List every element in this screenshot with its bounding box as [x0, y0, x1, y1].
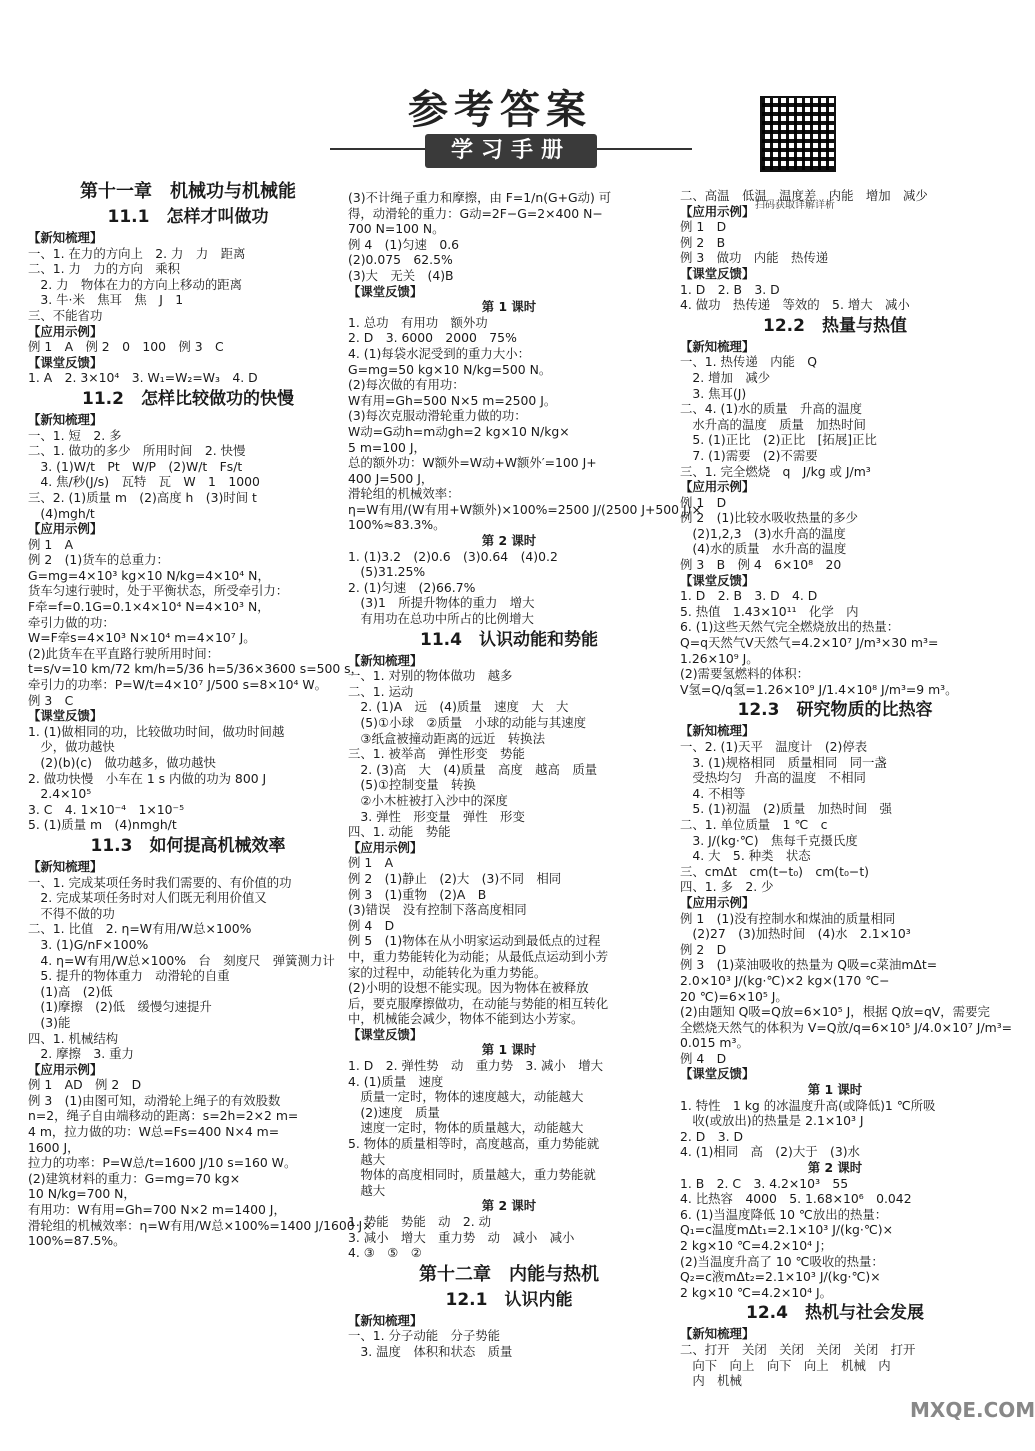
- section-tag: 【新知梳理】: [28, 858, 103, 874]
- answer-column-right: [680, 188, 1013, 1389]
- answer-line: 例 2 B: [680, 234, 726, 250]
- answer-line: 1. 总功 有用功 额外功: [348, 314, 488, 330]
- section-tag: 【新知梳理】: [680, 723, 755, 739]
- answer-line: 二、高温 低温 温度差 内能 增加 减少: [680, 188, 928, 203]
- answer-line: 一、1. 完成某项任务时我们需要的、有价值的功: [28, 874, 292, 890]
- answer-line: 例 4 D: [680, 1050, 727, 1066]
- answer-line: (5)①控制变量 转换: [348, 777, 476, 793]
- lesson-heading: 第 1 课时: [481, 1042, 537, 1058]
- answer-line: 二、1. 单位质量 1 ℃ c: [680, 816, 828, 832]
- answer-line: 例 1 D: [680, 219, 727, 235]
- divider-left: [330, 148, 425, 150]
- chapter-title: 第十二章 内能与热机: [419, 1263, 599, 1285]
- answer-line: W=F牵s=4×10³ N×10⁴ m=4×10⁷ J。: [28, 630, 256, 646]
- answer-line: 4. 比热容 4000 5. 1.68×10⁶ 0.042: [680, 1191, 912, 1207]
- answer-line: 越大: [348, 1182, 386, 1198]
- section-tag: 【新知梳理】: [680, 1326, 755, 1342]
- section-tag: 【应用示例】: [28, 1061, 103, 1077]
- lesson-heading: 第 2 课时: [807, 1160, 863, 1176]
- section-tag: 【应用示例】: [28, 521, 103, 537]
- answer-line: 4. 做功 热传递 等效的 5. 增大 减小: [680, 297, 910, 313]
- answer-line: 二、1. 比值 2. η=W有用/W总×100%: [28, 921, 252, 937]
- answer-line: η=W有用/(W有用+W额外)×100%=2500 J/(2500 J+500 J)×: [348, 501, 702, 517]
- answer-line: 3. 弹性 形变量 弹性 形变: [348, 808, 525, 824]
- section-tag: 【课堂反馈】: [680, 572, 755, 588]
- answer-line: (4)mgh/t: [28, 505, 95, 521]
- answer-line: ③纸盒被撞动距离的远近 转换法: [348, 730, 545, 746]
- answer-line: 水升高的温度 质量 加热时间: [680, 416, 866, 432]
- answer-line: 向下 向上 向下 向上 机械 内: [680, 1357, 891, 1373]
- answer-line: 货车匀速行驶时，处于平衡状态，所受牵引力：: [28, 583, 289, 599]
- answer-line: 1.26×10⁹ J。: [680, 650, 759, 666]
- answer-line: 总的额外功：W额外=W动+W额外′=100 J+: [348, 455, 597, 471]
- answer-line: 20 ℃)=6×10⁵ J。: [680, 988, 788, 1004]
- answer-line: (1)摩擦 (2)低 缓慢匀速提升: [28, 999, 212, 1015]
- section-banner: 学习手册: [425, 134, 597, 168]
- answer-line: 4 m，拉力做的功：W总=Fs=400 N×4 m=: [28, 1124, 280, 1140]
- answer-line: 5 m=100 J，: [348, 439, 426, 455]
- answer-line: 例 4 (1)匀速 0.6: [348, 236, 460, 252]
- chapter-title: 第十一章 机械功与机械能: [80, 181, 296, 202]
- answer-line: 三、1. 完全燃烧 q J/kg 或 J/m³: [680, 463, 871, 479]
- answer-line: (2)1,2,3 (3)水升高的温度: [680, 525, 846, 541]
- answer-line: 4. 不相等: [680, 785, 746, 801]
- answer-line: 3. J/(kg·℃) 焦每千克摄氏度: [680, 832, 858, 848]
- section-tag: 【应用示例】: [348, 839, 423, 855]
- answer-line: 有用功在总功中所占的比例增大: [348, 611, 534, 627]
- answer-line: 2 kg×10 ℃=4.2×10⁴ J。: [680, 1284, 833, 1300]
- watermark: MXQE.COM: [910, 1398, 1035, 1422]
- answer-line: 例 1 D: [680, 494, 727, 510]
- answer-line: 2. 增加 减少: [680, 369, 771, 385]
- answer-line: 四、1. 动能 势能: [348, 824, 451, 840]
- lesson-heading: 第 1 课时: [807, 1082, 863, 1098]
- section-tag: 【课堂反馈】: [680, 1066, 755, 1082]
- answer-line: 例 1 A 例 2 0 100 例 3 C: [28, 339, 224, 355]
- section-tag: 【新知梳理】: [28, 230, 103, 245]
- answer-line: 3. 牛·米 焦耳 焦 J 1: [28, 292, 184, 308]
- answer-line: 家的过程中，动能转化为重力势能。: [348, 964, 547, 980]
- lesson-heading: 第 1 课时: [481, 299, 537, 315]
- answer-line: 二、1. 做功的多少 所用时间 2. 快慢: [28, 443, 246, 459]
- answer-line: 5. 热值 1.43×10¹¹ 化学 内: [680, 603, 859, 619]
- answer-line: 5. 提升的物体重力 动滑轮的自重: [28, 968, 230, 984]
- section-tag: 【应用示例】: [28, 323, 103, 339]
- answer-line: 3. (1)G/nF×100%: [28, 936, 149, 952]
- answer-line: (2)(b)(c) 做功越多，做功越快: [28, 755, 216, 770]
- answer-line: (2)当温度升高了 10 ℃吸收的热量：: [680, 1253, 884, 1269]
- answer-line: 3. (1)规格相同 质量相同 同一盏: [680, 754, 887, 770]
- answer-line: W有用=Gh=500 N×5 m=2500 J。: [348, 392, 557, 408]
- section-tag: 【应用示例】: [680, 894, 755, 910]
- answer-line: (2)由题知 Q吸=Q放=6×10⁵ J，根据 Q放=qV，需要完: [680, 1004, 990, 1020]
- answer-line: 5. 物体的质量相等时，高度越高，重力势能就: [348, 1136, 600, 1152]
- section-tag: 【课堂反馈】: [348, 1026, 423, 1042]
- answer-line: 10 N/kg=700 N，: [28, 1186, 136, 1202]
- answer-line: 物体的高度相同时，质量越大，重力势能就: [348, 1167, 596, 1183]
- answer-line: 一、1. 分子动能 分子势能: [348, 1328, 501, 1344]
- answer-line: 2. 摩擦 3. 重力: [28, 1046, 134, 1062]
- section-title: 11.2 怎样比较做功的快慢: [82, 388, 294, 409]
- answer-line: 例 3 C: [28, 692, 74, 708]
- answer-line: 2. (1)匀速 (2)66.7%: [348, 579, 476, 595]
- answer-line: 中，重力势能转化为动能；从最低点运动到小芳: [348, 948, 609, 964]
- answer-line: 四、1. 机械结构: [28, 1030, 119, 1046]
- answer-line: 700 N=100 N。: [348, 221, 445, 237]
- answer-line: (2)每次做的有用功：: [348, 377, 465, 393]
- answer-line: (2)需要氢燃料的体积：: [680, 666, 810, 682]
- answer-line: 一、1. 在力的方向上 2. 力 力 距离: [28, 245, 246, 261]
- answer-line: 一、2. (1)天平 温度计 (2)停表: [680, 739, 868, 754]
- answer-line: 4. η=W有用/W总×100% 台 刻度尺 弹簧测力计: [28, 952, 335, 968]
- answer-line: (3)能: [28, 1014, 71, 1030]
- answer-line: 2. (1)A 远 (4)质量 速度 大 大: [348, 699, 569, 715]
- answer-line: 例 4 D: [348, 917, 395, 933]
- answer-line: 6. (1)这些天然气完全燃烧放出的热量：: [680, 619, 900, 635]
- answer-line: (2)建筑材料的重力：G=mg=70 kg×: [28, 1170, 241, 1186]
- answer-line: 少，做功越快: [28, 739, 115, 755]
- answer-line: 二、打开 关闭 关闭 关闭 关闭 打开: [680, 1341, 916, 1357]
- answer-line: 1600 J，: [28, 1139, 80, 1155]
- answer-line: 4. 大 5. 种类 状态: [680, 848, 811, 864]
- answer-line: 例 2 (1)静止 (2)大 (3)不同 相同: [348, 870, 562, 886]
- section-title: 12.3 研究物质的比热容: [737, 700, 933, 721]
- answer-line: 收(或放出)的热量是 2.1×10³ J: [680, 1113, 864, 1129]
- answer-line: 例 3 (1)由图可知，动滑轮上绳子的有效股数: [28, 1092, 281, 1108]
- section-title: 12.1 认识内能: [445, 1289, 573, 1310]
- answer-line: 3. 温度 体积和状态 质量: [348, 1343, 513, 1359]
- answer-line: 1. 势能 势能 动 2. 动: [348, 1214, 492, 1229]
- answer-line: 3. 焦耳(J): [680, 385, 747, 401]
- section-title: 12.4 热机与社会发展: [746, 1303, 924, 1324]
- answer-line: 二、1. 力 力的方向 乘积: [28, 261, 181, 277]
- answer-line: 2.4×10⁵: [28, 786, 92, 802]
- answer-line: 4. 焦/秒(J/s) 瓦特 瓦 W 1 1000: [28, 474, 260, 490]
- answer-line: 1. D 2. 弹性势 动 重力势 3. 减小 增大: [348, 1058, 604, 1074]
- section-tag: 【课堂反馈】: [28, 354, 103, 370]
- section-title: 11.4 认识动能和势能: [420, 629, 598, 650]
- section-tag: 【应用示例】: [680, 479, 755, 495]
- answer-line: 7. (1)需要 (2)不需要: [680, 447, 818, 463]
- answer-line: 速度一定时，物体的质量越大，动能越大: [348, 1120, 584, 1136]
- answer-line: 2.0×10³ J/(kg·℃)×2 kg×(170 ℃−: [680, 972, 890, 988]
- answer-line: 二、4. (1)水的质量 升高的温度: [680, 401, 862, 417]
- section-tag: 【新知梳理】: [28, 411, 103, 427]
- section-tag: 【新知梳理】: [680, 338, 755, 354]
- answer-line: 例 1 A: [348, 855, 394, 871]
- answer-line: (3)大 无关 (4)B: [348, 267, 454, 283]
- answer-line: 2. 力 物体在力的方向上移动的距离: [28, 276, 243, 292]
- section-tag: 【课堂反馈】: [348, 283, 423, 299]
- answer-line: 6. (1)当温度降低 10 ℃放出的热量：: [680, 1206, 888, 1222]
- answer-line: Q₁=c温度mΔt₁=2.1×10³ J/(kg·℃)×: [680, 1222, 893, 1238]
- answer-line: 1. (1)3.2 (2)0.6 (3)0.64 (4)0.2: [348, 548, 558, 564]
- answer-line: 滑轮组的机械效率：: [348, 486, 460, 502]
- answer-line: 一、1. 热传递 内能 Q: [680, 354, 818, 370]
- answer-line: 拉力的功率：P=W总/t=1600 J/10 s=160 W。: [28, 1155, 297, 1171]
- answer-line: 滑轮组的机械效率：η=W有用/W总×100%=1400 J/1600 J×: [28, 1217, 373, 1233]
- answer-line: G=mg=4×10³ kg×10 N/kg=4×10⁴ N，: [28, 567, 270, 583]
- section-title: 11.1 怎样才叫做功: [107, 207, 269, 227]
- answer-line: n=2，绳子自由端移动的距离：s=2h=2×2 m=: [28, 1108, 299, 1124]
- answer-line: (3)1 所提升物体的重力 增大: [348, 595, 535, 611]
- answer-line: (2)小明的设想不能实现。因为物体在被释放: [348, 980, 589, 996]
- answer-line: 2. (3)高 大 (4)质量 高度 越高 质量: [348, 761, 598, 777]
- lesson-heading: 第 2 课时: [481, 1198, 537, 1214]
- answer-line: 2 kg×10 ℃=4.2×10⁴ J；: [680, 1238, 833, 1253]
- answer-line: 例 3 (1)重物 (2)A B: [348, 886, 487, 902]
- answer-line: 牵引力的功率：P=W/t=4×10⁷ J/500 s=8×10⁴ W。: [28, 677, 328, 693]
- answer-line: 例 3 (1)菜油吸收的热量为 Q吸=c菜油mΔt=: [680, 957, 938, 973]
- answer-line: (5)31.25%: [348, 564, 426, 580]
- answer-line: (4)水的质量 水升高的温度: [680, 541, 847, 557]
- answer-line: 0.015 m³。: [680, 1035, 749, 1051]
- answer-line: 1. B 2. C 3. 4.2×10³ 55: [680, 1175, 849, 1191]
- answer-line: 1. (1)做相同的功，比较做功时间，做功时间越: [28, 723, 285, 739]
- answer-line: 得，动滑轮的重力：G动=2F−G=2×400 N−: [348, 205, 603, 221]
- section-tag: 【新知梳理】: [348, 1312, 423, 1328]
- answer-line: 2. D 3. 6000 2000 75%: [348, 330, 517, 346]
- answer-line: 3. 减小 增大 重力势 动 减小 减小: [348, 1229, 575, 1245]
- answer-line: 越大: [348, 1151, 386, 1167]
- answer-line: 例 3 做功 内能 热传递: [680, 250, 829, 266]
- page-title: 参考答案: [408, 87, 592, 133]
- answer-line: 4. (1)质量 速度: [348, 1073, 444, 1089]
- answer-line: 不得不做的功: [28, 905, 115, 921]
- answer-line: 5. (1)正比 (2)正比 [拓展]正比: [680, 432, 877, 448]
- answer-line: W动=G动h=m动gh=2 kg×10 N/kg×: [348, 423, 570, 439]
- qr-code-icon[interactable]: [760, 96, 836, 172]
- answer-line: 1. A 2. 3×10⁴ 3. W₁=W₂=W₃ 4. D: [28, 370, 258, 386]
- answer-line: (2)速度 质量: [348, 1104, 440, 1120]
- answer-line: F牵=f=0.1G=0.1×4×10⁴ N=4×10³ N，: [28, 599, 270, 615]
- answer-line: ②小木桩被打入沙中的深度: [348, 792, 508, 808]
- answer-line: 例 3 B 例 4 6×10⁸ 20: [680, 557, 842, 573]
- answer-line: 4. (1)每袋水泥受到的重力大小：: [348, 345, 530, 361]
- answer-line: 例 1 AD 例 2 D: [28, 1077, 142, 1093]
- answer-line: 例 2 (1)货车的总重力：: [28, 552, 169, 568]
- answer-line: (3)每次克服动滑轮重力做的功：: [348, 408, 527, 424]
- answer-line: t=s/v=10 km/72 km/h=5/36 h=5/36×3600 s=500 s，: [28, 661, 364, 677]
- answer-line: 2. 完成某项任务时对人们既无利用价值又: [28, 890, 267, 906]
- answer-line: (2)此货车在平直路行驶所用时间：: [28, 645, 220, 661]
- answer-line: 例 1 (1)没有控制水和煤油的质量相同: [680, 910, 896, 926]
- answer-line: 中，机械能会减少，物体不能到达小芳家。: [348, 1011, 584, 1027]
- section-title: 11.3 如何提高机械效率: [90, 835, 286, 856]
- answer-line: 四、1. 多 2. 少: [680, 879, 774, 895]
- answer-line: V氢=Q/q氢=1.26×10⁹ J/1.4×10⁸ J/m³=9 m³。: [680, 681, 958, 697]
- answer-line: 2. D 3. D: [680, 1128, 743, 1144]
- section-title: 12.2 热量与热值: [763, 315, 907, 336]
- answer-line: 1. 特性 1 kg 的冰温度升高(或降低)1 ℃所吸: [680, 1097, 936, 1113]
- answer-line: 3. (1)W/t Pt W/P (2)W/t Fs/t: [28, 458, 243, 474]
- answer-line: 1. D 2. B 3. D: [680, 281, 780, 297]
- answer-line: (2)0.075 62.5%: [348, 252, 453, 268]
- answer-line: 有用功：W有用=Gh=700 N×2 m=1400 J，: [28, 1202, 286, 1218]
- answer-line: 100%≈83.3%。: [348, 517, 446, 533]
- answer-line: 5. (1)初温 (2)质量 加热时间 强: [680, 801, 892, 817]
- answer-line: (3)不计绳子重力和摩擦，由 F=1/n(G+G动) 可: [348, 190, 612, 205]
- answer-line: 5. (1)质量 m (4)nmgh/t: [28, 817, 177, 833]
- answer-line: 后，要克服摩擦做功，在动能与势能的相互转化: [348, 995, 609, 1011]
- answer-line: 质量一定时，物体的速度越大，动能越大: [348, 1089, 584, 1105]
- answer-line: 二、1. 运动: [348, 683, 414, 699]
- answer-line: 一、1. 对别的物体做功 越多: [348, 668, 513, 684]
- section-tag: 【课堂反馈】: [28, 708, 103, 724]
- answer-line: 例 2 D: [680, 941, 727, 957]
- lesson-heading: 第 2 课时: [481, 533, 537, 549]
- answer-line: 400 J=500 J，: [348, 470, 434, 486]
- answer-line: 三、cmΔt cm(t−t₀) cm(t₀−t): [680, 863, 870, 879]
- answer-line: 4. (1)相同 高 (2)大于 (3)水: [680, 1144, 860, 1160]
- divider-right: [597, 148, 692, 150]
- answer-line: 三、1. 被举高 弹性形变 势能: [348, 746, 525, 762]
- answer-line: Q=q天然气V天然气=4.2×10⁷ J/m³×30 m³=: [680, 635, 939, 651]
- answer-line: (1)高 (2)低: [28, 983, 113, 999]
- section-tag: 【应用示例】: [680, 203, 755, 219]
- answer-line: 4. ③ ⑤ ②: [348, 1245, 422, 1261]
- answer-line: (5)①小球 ②质量 小球的动能与其速度: [348, 715, 587, 730]
- answer-line: 3. C 4. 1×10⁻⁴ 1×10⁻⁵: [28, 801, 185, 817]
- answer-line: 一、1. 短 2. 多: [28, 427, 122, 443]
- answer-column-middle: [348, 190, 702, 1360]
- answer-line: 例 2 (1)比较水吸收热量的多少: [680, 510, 859, 526]
- answer-line: 受热均匀 升高的温度 不相同: [680, 770, 866, 786]
- answer-line: (2)27 (3)加热时间 (4)水 2.1×10³: [680, 926, 911, 942]
- answer-line: 例 1 A: [28, 536, 74, 552]
- qr-caption: 扫码获取详解详析: [755, 200, 835, 211]
- section-tag: 【课堂反馈】: [680, 265, 755, 281]
- answer-line: Q₂=c液mΔt₂=2.1×10³ J/(kg·℃)×: [680, 1269, 881, 1285]
- section-tag: 【新知梳理】: [348, 652, 423, 668]
- answer-line: 例 5 (1)物体在从小明家运动到最低点的过程: [348, 933, 601, 949]
- answer-line: 2. 做功快慢 小车在 1 s 内做的功为 800 J: [28, 770, 267, 786]
- answer-line: G=mg=50 kg×10 N/kg=500 N。: [348, 361, 552, 377]
- answer-line: 内 机械: [680, 1373, 742, 1389]
- answer-line: 全燃烧天然气的体积为 V=Q放/q=6×10⁵ J/4.0×10⁷ J/m³=: [680, 1019, 1013, 1035]
- answer-line: 100%=87.5%。: [28, 1233, 126, 1249]
- answer-line: 三、2. (1)质量 m (2)高度 h (3)时间 t: [28, 489, 257, 505]
- answer-line: (3)错误 没有控制下落高度相同: [348, 902, 527, 918]
- answer-line: 牵引力做的功：: [28, 614, 115, 630]
- answer-line: 三、不能省功: [28, 307, 103, 323]
- answer-line: 1. D 2. B 3. D 4. D: [680, 588, 818, 604]
